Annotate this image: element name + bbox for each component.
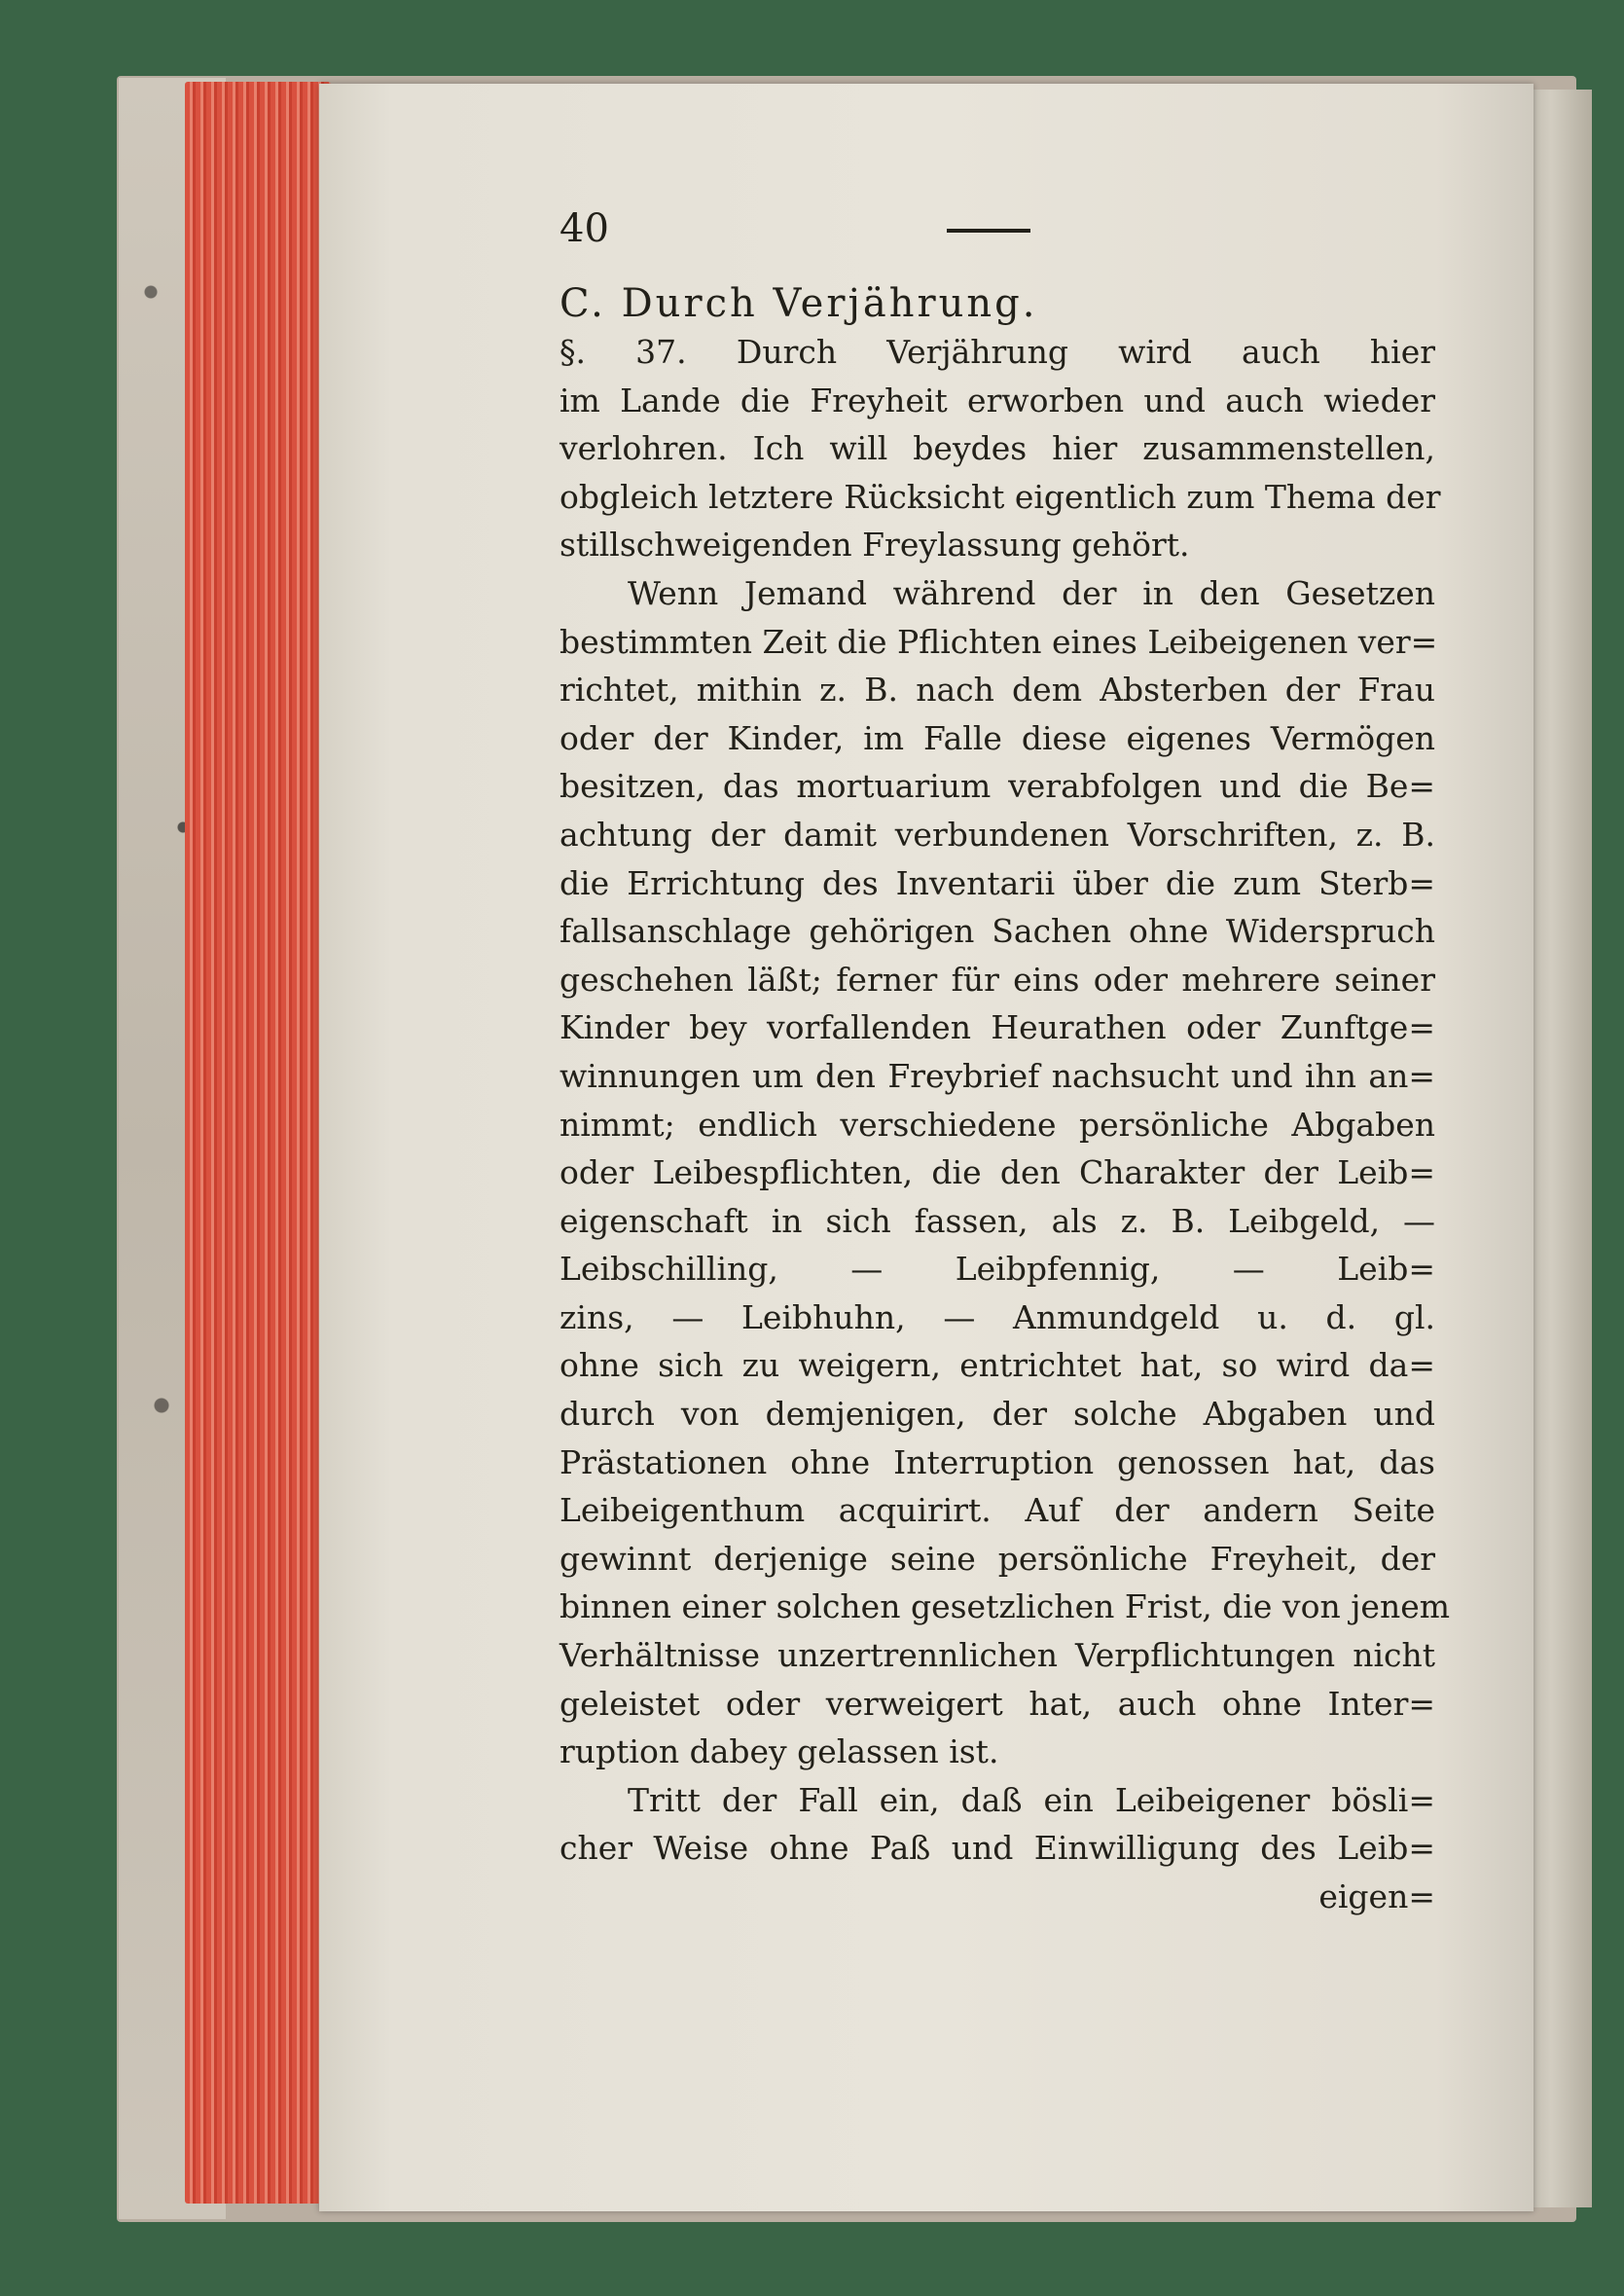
running-header <box>559 206 1435 268</box>
header-rule <box>947 229 1030 233</box>
text-line: Leibschilling, — Leibpfennig, — Leib= <box>559 1250 1435 1289</box>
text-line: oder Leibespflichten, die den Charakter der Leib= <box>559 1153 1435 1192</box>
text-line: cher Weise ohne Paß und Einwilligung des Leib= <box>559 1829 1435 1868</box>
text-line: ohne sich zu weigern, entrichtet hat, so wird da= <box>559 1346 1435 1385</box>
text-line: die Errichtung des Inventarii über die zum Sterb= <box>559 863 1435 902</box>
text-line: gewinnt derjenige seine persönliche Freyheit, der <box>559 1539 1435 1578</box>
text-line: fallsanschlage gehörigen Sachen ohne Widerspruch <box>559 912 1435 951</box>
text-line: stillschweigenden Freylassung gehört. <box>559 526 1190 565</box>
text-line: achtung der damit verbundenen Vorschriften, z. B. <box>559 815 1435 854</box>
text-line: geschehen läßt; ferner für eins oder mehrere seiner <box>559 960 1435 999</box>
red-page-edges <box>185 82 331 2204</box>
text-line: besitzen, das mortuarium verabfolgen und die Be= <box>559 767 1435 806</box>
text-line: Wenn Jemand während der in den Gesetzen <box>628 573 1435 612</box>
text-line: bestimmten Zeit die Pflichten eines Leibeigenen ver= <box>559 622 1438 661</box>
text-block <box>559 206 1451 1921</box>
catchword: eigen= <box>1318 1877 1435 1915</box>
text-line: verlohren. Ich will beydes hier zusammenstellen, <box>559 429 1435 468</box>
text-line: Verhältnisse unzertrennlichen Verpflichtungen nicht <box>559 1636 1435 1675</box>
text-line: ruption dabey gelassen ist. <box>559 1732 999 1771</box>
text-line: obgleich letztere Rücksicht eigentlich zum Thema der <box>559 477 1441 516</box>
page-number: 40 <box>559 206 609 251</box>
text-line: eigenschaft in sich fassen, als z. B. Leibgeld, — <box>559 1201 1435 1240</box>
text-line: Tritt der Fall ein, daß ein Leibeigener bösli= <box>628 1780 1435 1819</box>
text-line: geleistet oder verweigert hat, auch ohne Inter= <box>559 1684 1435 1723</box>
section-heading: C. Durch Verjährung. <box>559 281 1038 326</box>
text-line: richtet, mithin z. B. nach dem Absterben der Frau <box>559 671 1435 710</box>
text-line: zins, — Leibhuhn, — Anmundgeld u. d. gl. <box>559 1297 1435 1336</box>
text-line: binnen einer solchen gesetzlichen Frist, die von jenem <box>559 1587 1451 1626</box>
text-line: Leibeigenthum acquirirt. Auf der andern Seite <box>559 1491 1435 1530</box>
text-line: im Lande die Freyheit erworben und auch wieder <box>559 381 1435 419</box>
text-line: nimmt; endlich verschiedene persönliche Abgaben <box>559 1105 1435 1144</box>
text-line: Kinder bey vorfallenden Heurathen oder Zunftge= <box>559 1008 1435 1047</box>
text-line: §. 37. Durch Verjährung wird auch hier <box>559 333 1435 371</box>
text-line: Prästationen ohne Interruption genossen hat, das <box>559 1442 1435 1481</box>
text-line: durch von demjenigen, der solche Abgaben und <box>559 1395 1435 1434</box>
body-text <box>559 328 1451 1921</box>
text-line: oder der Kinder, im Falle diese eigenes Vermögen <box>559 718 1435 757</box>
text-line: winnungen um den Freybrief nachsucht und ihn an= <box>559 1056 1435 1095</box>
page-fore-edge <box>1524 90 1592 2207</box>
